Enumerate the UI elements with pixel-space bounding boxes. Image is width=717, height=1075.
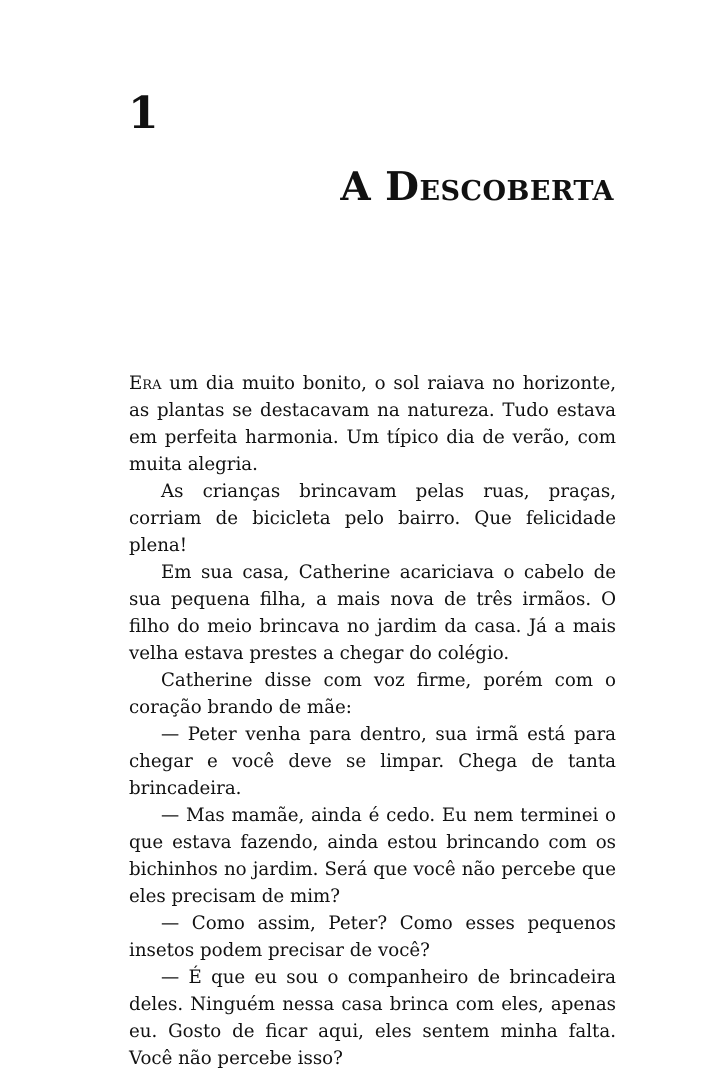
paragraph — [129, 370, 616, 478]
paragraph: Em sua casa, Catherine acariciava o cabelo de sua pequena filha, a mais nova de três irmãos. O filho do meio brincava no jardim da casa. Já a mais velha estava prestes a chegar do colégio. — [129, 562, 616, 664]
chapter-body — [129, 370, 616, 1072]
paragraph: As crianças brincavam pelas ruas, praças, corriam de bicicleta pelo bairro. Que felicidade plena! — [129, 481, 616, 556]
dialogue-paragraph: — É que eu sou o companheiro de brincadeira deles. Ninguém nessa casa brinca com eles, apenas eu. Gosto de ficar aqui, eles sentem minha falta. Você não percebe isso? — [129, 967, 616, 1069]
paragraph: Catherine disse com voz firme, porém com o coração brando de mãe: — [129, 670, 616, 718]
paragraph-text: um dia muito bonito, o sol raiava no horizonte, as plantas se destacavam na natureza. Tudo estava em perfeita harmonia. Um típico dia de verão, com muita alegria. — [129, 373, 616, 475]
chapter-title: A Descoberta — [340, 164, 614, 210]
dialogue-paragraph: — Como assim, Peter? Como esses pequenos insetos podem precisar de você? — [129, 913, 616, 961]
chapter-number: 1 — [128, 88, 159, 139]
dialogue-paragraph: — Mas mamãe, ainda é cedo. Eu nem terminei o que estava fazendo, ainda estou brincando com os bichinhos no jardim. Será que você não percebe que eles precisam de mim? — [129, 805, 616, 907]
dialogue-paragraph: — Peter venha para dentro, sua irmã está para chegar e você deve se limpar. Chega de tanta brincadeira. — [129, 724, 616, 799]
drop-lead-word: Era — [129, 373, 162, 394]
